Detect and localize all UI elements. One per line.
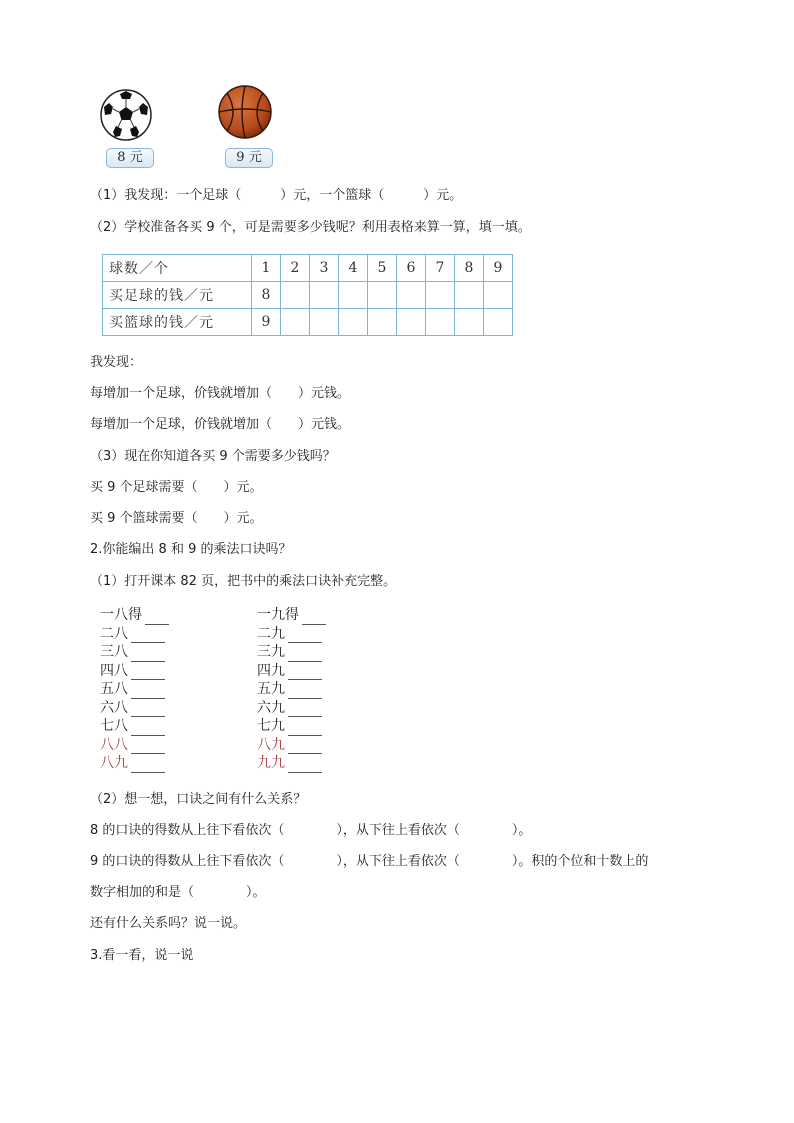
table-row — [103, 282, 513, 309]
table-cell-blank[interactable] — [426, 282, 455, 309]
verse-row — [257, 662, 326, 681]
verse-label: 六九 — [257, 699, 285, 716]
table-cell: 8 — [455, 255, 484, 282]
table-row — [103, 255, 513, 282]
section-2-question-1: （1）打开课本 82 页，把书中的乘法口诀补充完整。 — [90, 574, 397, 589]
verse-row — [257, 643, 326, 662]
verse-row — [100, 662, 169, 681]
answer-blank[interactable] — [288, 723, 322, 736]
question-3: （3）现在你知道各买 9 个需要多少钱吗？ — [90, 449, 336, 464]
answer-blank[interactable] — [131, 630, 165, 643]
verse-label: 八八 — [100, 736, 128, 753]
verse-label: 六八 — [100, 699, 128, 716]
verse-label: 七九 — [257, 718, 285, 734]
found-label: 我发现： — [90, 355, 143, 370]
soccer-ball-icon — [99, 88, 153, 142]
verse-row — [257, 680, 326, 699]
verse-label: 七八 — [100, 718, 128, 734]
verses-9-column — [257, 606, 326, 773]
section-2-question-2: （2）想一想，口诀之间有什么关系？ — [90, 792, 307, 807]
verse-label: 五八 — [100, 681, 128, 697]
question-1: （1）我发现：一个足球（ ）元，一个篮球（ ）元。 — [90, 188, 463, 203]
table-cell-blank[interactable] — [484, 309, 513, 336]
answer-blank[interactable] — [302, 612, 326, 625]
verse-label: 四八 — [100, 662, 128, 679]
verse-label: 八九 — [100, 755, 128, 771]
verse-label: 八九 — [257, 736, 285, 753]
table-cell: 9 — [484, 255, 513, 282]
table-cell-blank[interactable] — [281, 309, 310, 336]
verse-row — [100, 754, 169, 773]
price-table — [102, 254, 513, 336]
found-line-2: 每增加一个足球，价钱就增加（ ）元钱。 — [90, 417, 351, 432]
table-cell: 7 — [426, 255, 455, 282]
table-cell-blank[interactable] — [455, 282, 484, 309]
table-cell-blank[interactable] — [397, 309, 426, 336]
answer-blank[interactable] — [131, 704, 165, 717]
answer-blank[interactable] — [131, 723, 165, 736]
verse-label: 五九 — [257, 681, 285, 697]
relation-8: 8 的口诀的得数从上往下看依次（ ），从下往上看依次（ ）。 — [90, 823, 532, 838]
question-3-answer-a: 买 9 个足球需要（ ）元。 — [90, 480, 263, 495]
verse-label: 三九 — [257, 644, 285, 660]
table-cell-blank[interactable] — [339, 282, 368, 309]
verse-label: 三八 — [100, 644, 128, 660]
table-cell: 8 — [252, 282, 281, 309]
answer-blank[interactable] — [288, 760, 322, 773]
question-2: （2）学校准备各买 9 个，可是需要多少钱呢？利用表格来算一算，填一填。 — [90, 220, 531, 235]
table-cell-blank[interactable] — [484, 282, 513, 309]
verse-label: 九九 — [257, 755, 285, 771]
table-cell-blank[interactable] — [368, 282, 397, 309]
table-cell: 6 — [397, 255, 426, 282]
section-3-title: 3.看一看，说一说 — [90, 948, 194, 963]
verse-row — [100, 625, 169, 644]
table-cell: 3 — [310, 255, 339, 282]
found-line-1: 每增加一个足球，价钱就增加（ ）元钱。 — [90, 386, 351, 401]
other-relations: 还有什么关系吗？说一说。 — [90, 916, 247, 931]
table-cell: 1 — [252, 255, 281, 282]
table-cell: 2 — [281, 255, 310, 282]
table-cell-blank[interactable] — [339, 309, 368, 336]
soccer-price-tag: 8 元 — [106, 148, 154, 168]
answer-blank[interactable] — [145, 612, 169, 625]
verse-label: 二九 — [257, 625, 285, 642]
verse-row — [100, 680, 169, 699]
verse-label: 一九得 — [257, 607, 299, 623]
table-cell-blank[interactable] — [426, 309, 455, 336]
section-2-title: 2.你能编出 8 和 9 的乘法口诀吗？ — [90, 542, 292, 557]
answer-blank[interactable] — [288, 704, 322, 717]
table-cell-blank[interactable] — [310, 282, 339, 309]
table-cell: 9 — [252, 309, 281, 336]
row-header: 买足球的钱／元 — [103, 282, 252, 309]
table-cell-blank[interactable] — [281, 282, 310, 309]
answer-blank[interactable] — [131, 760, 165, 773]
answer-blank[interactable] — [288, 686, 322, 699]
answer-blank[interactable] — [288, 667, 322, 680]
row-header: 球数／个 — [103, 255, 252, 282]
answer-blank[interactable] — [131, 649, 165, 662]
verse-row — [100, 717, 169, 736]
row-header: 买篮球的钱／元 — [103, 309, 252, 336]
table-cell: 5 — [368, 255, 397, 282]
verse-row — [257, 754, 326, 773]
table-cell-blank[interactable] — [368, 309, 397, 336]
verse-row — [100, 643, 169, 662]
verses-8-column — [100, 606, 169, 773]
verse-label: 一八得 — [100, 607, 142, 623]
verse-row — [257, 717, 326, 736]
verse-row — [100, 736, 169, 755]
table-cell-blank[interactable] — [310, 309, 339, 336]
verse-row — [257, 625, 326, 644]
table-row — [103, 309, 513, 336]
relation-9-cont: 数字相加的和是（ ）。 — [90, 885, 266, 900]
table-cell: 4 — [339, 255, 368, 282]
answer-blank[interactable] — [288, 649, 322, 662]
answer-blank[interactable] — [288, 741, 322, 754]
verse-row — [100, 699, 169, 718]
answer-blank[interactable] — [131, 741, 165, 754]
verse-label: 二八 — [100, 625, 128, 642]
answer-blank[interactable] — [131, 667, 165, 680]
verse-label: 四九 — [257, 662, 285, 679]
answer-blank[interactable] — [131, 686, 165, 699]
answer-blank[interactable] — [288, 630, 322, 643]
relation-9: 9 的口诀的得数从上往下看依次（ ），从下往上看依次（ ）。积的个位和十数上的 — [90, 854, 649, 869]
basketball-icon — [217, 84, 273, 140]
verse-row — [100, 606, 169, 625]
verse-row — [257, 606, 326, 625]
basketball-price-tag: 9 元 — [225, 148, 273, 168]
table-cell-blank[interactable] — [455, 309, 484, 336]
verse-row — [257, 736, 326, 755]
table-cell-blank[interactable] — [397, 282, 426, 309]
verse-row — [257, 699, 326, 718]
question-3-answer-b: 买 9 个篮球需要（ ）元。 — [90, 511, 263, 526]
